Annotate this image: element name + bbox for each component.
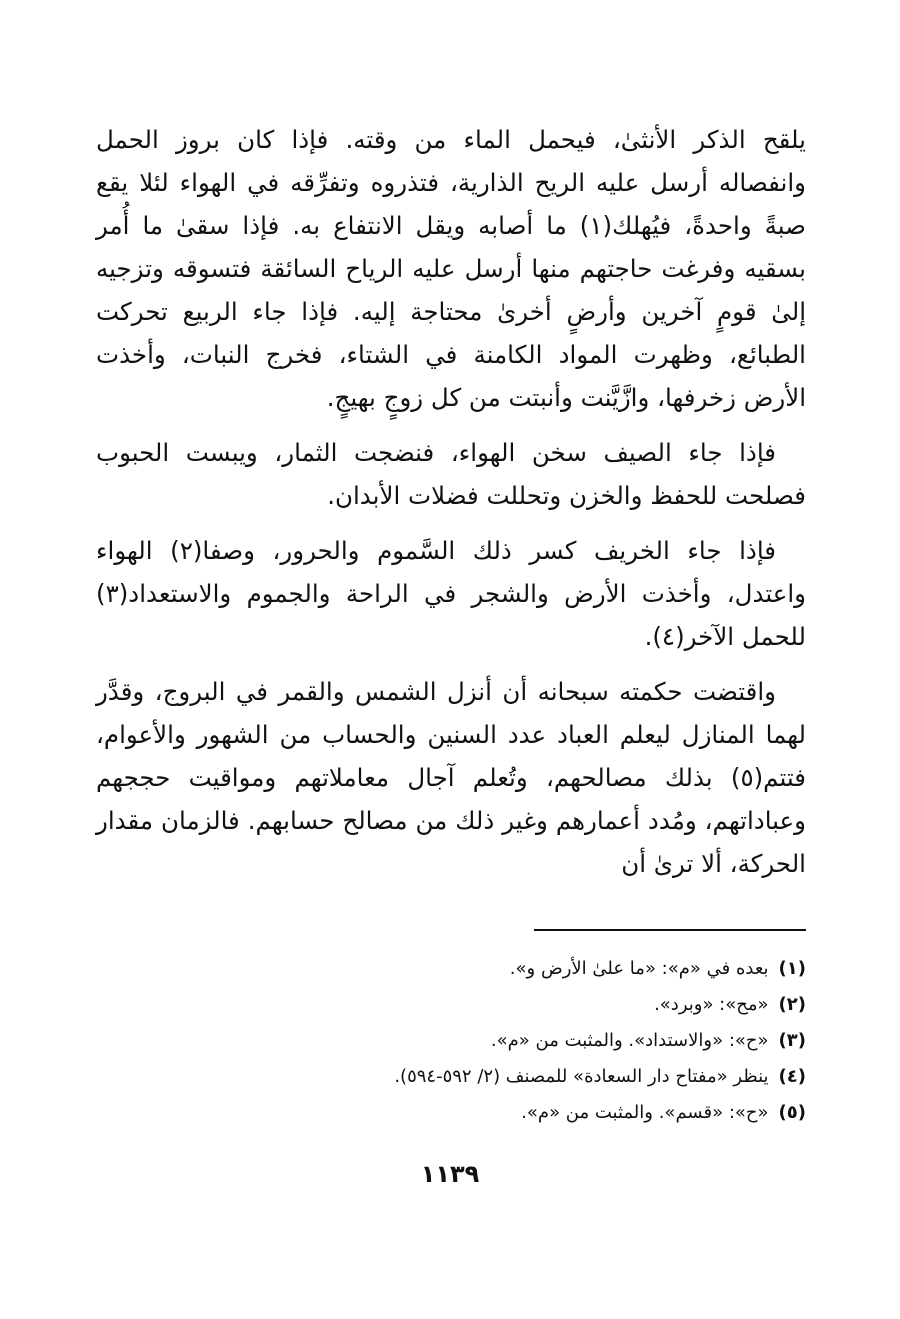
page-number: ١١٣٩ [420, 1160, 480, 1188]
footnote-text: ينظر «مفتاح دار السعادة» للمصنف (٢/ ٥٩٢-٥٩٤). [394, 1066, 769, 1087]
paragraph-2: فإذا جاء الصيف سخن الهواء، فنضجت الثمار، ويبست الحبوب فصلحت للحفظ والخزن وتحللت فضلات الأبدان. [96, 438, 806, 510]
footnote-3 [106, 1023, 806, 1059]
footnote-number: (٣) [778, 1030, 806, 1051]
footnote-number: (١) [778, 958, 806, 979]
footnote-text: بعده في «م»: «ما علىٰ الأرض و». [509, 958, 769, 979]
footnote-number: (٢) [778, 994, 806, 1015]
footnote-separator [534, 929, 806, 931]
paragraph-4: واقتضت حكمته سبحانه أن أنزل الشمس والقمر في البروج، وقدَّر لهما المنازل ليعلم العباد عدد السنين والحساب من الشهور والأعوام، فتتم(٥) بذلك مصالحهم، وتُعلم آجال معاملاتهم ومواقيت حججهم وعباداتهم، ومُدد أعمارهم وغير ذلك من مصالح حسابهم. فالزمان مقدار الحركة، ألا ترىٰ أن [96, 677, 806, 878]
paragraph-3: فإذا جاء الخريف كسر ذلك السَّموم والحرور، وصفا(٢) الهواء واعتدل، وأخذت الأرض والشجر في الراحة والجموم والاستعداد(٣) للحمل الآخر(٤). [96, 536, 806, 651]
footnote-5 [106, 1095, 806, 1131]
page-content [96, 118, 806, 897]
main-text [96, 118, 806, 885]
footnotes-list [106, 951, 806, 1131]
footnote-2 [106, 987, 806, 1023]
footnote-number: (٤) [778, 1066, 806, 1087]
footnote-text: «ح»: «والاستداد». والمثبت من «م». [490, 1030, 769, 1051]
footnote-4 [106, 1059, 806, 1095]
paragraph-1: يلقح الذكر الأنثىٰ، فيحمل الماء من وقته. فإذا كان بروز الحمل وانفصاله أرسل عليه الريح الذارية، فتذروه وتفرِّقه في الهواء لئلا يقع صبةً واحدةً، فيُهلك(١) ما أصابه ويقل الانتفاع به. فإذا سقىٰ ما أُمر بسقيه وفرغت حاجتهم منها أرسل عليه الرياح السائقة فتسوقه وتزجيه إلىٰ قومٍ آخرين وأرضٍ أخرىٰ محتاجة إليه. فإذا جاء الربيع تحركت الطبائع، وظهرت المواد الكامنة في الشتاء، فخرج النبات، وأخذت الأرض زخرفها، وازَّيَّنت وأنبتت من كل زوجٍ بهيجٍ. [96, 125, 806, 412]
footnote-number: (٥) [778, 1102, 806, 1123]
footnote-text: «ح»: «قسم». والمثبت من «م». [521, 1102, 769, 1123]
footnote-text: «مح»: «وبرد». [654, 994, 769, 1015]
footnote-1 [106, 951, 806, 987]
